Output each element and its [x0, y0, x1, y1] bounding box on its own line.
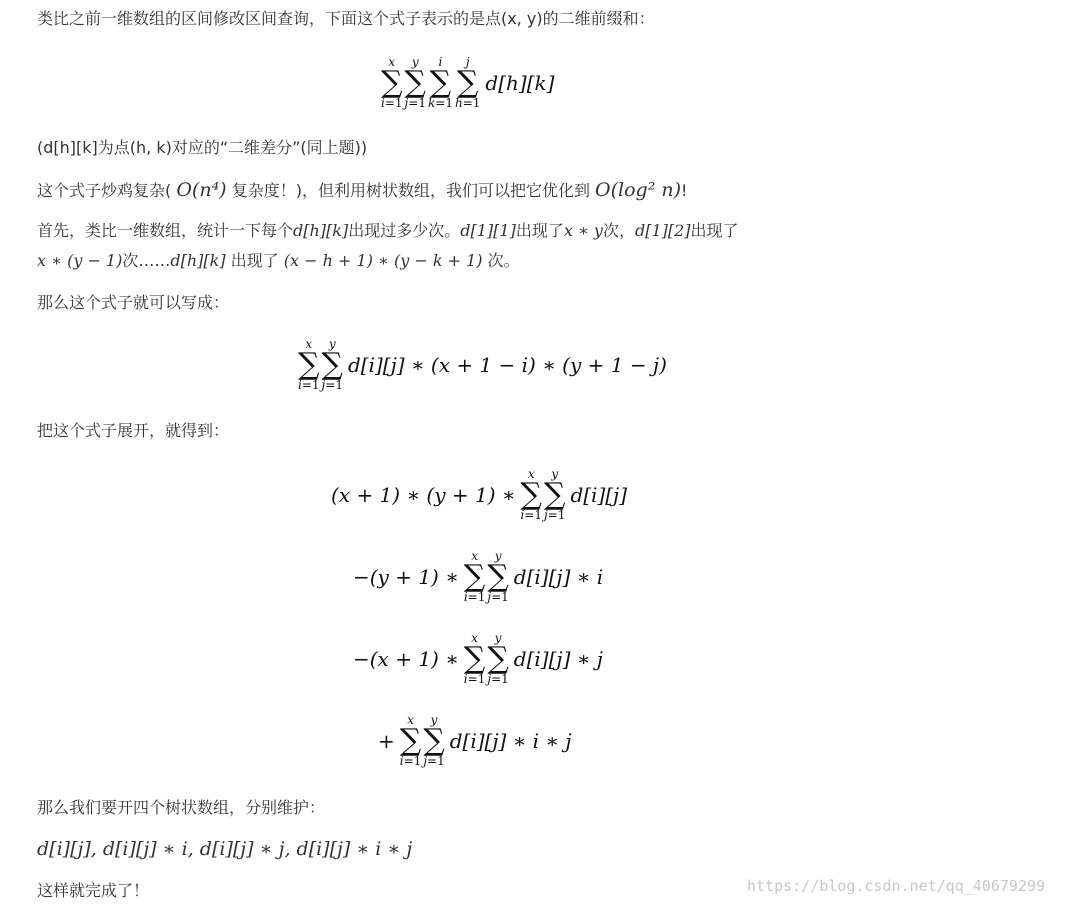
first-text-e: 出现了: [690, 221, 739, 240]
summation-lower-limit: i=1: [298, 378, 320, 392]
sigma-glyph: ∑: [463, 559, 486, 594]
summation-upper-limit: x: [527, 467, 535, 481]
summation-symbol: [520, 468, 542, 522]
four-trees-text: 那么我们要开四个树状数组，分别维护：: [37, 798, 326, 817]
sigma-glyph: ∑: [487, 559, 509, 594]
summation-symbol: [455, 56, 480, 110]
summation-symbol: [428, 56, 453, 110]
summation-upper-limit: y: [430, 713, 438, 727]
formula-expanded-term-3: [353, 632, 603, 686]
summand: d[i][j] ∗ i ∗ j: [449, 729, 572, 753]
summation-upper-limit: x: [471, 549, 478, 563]
formula-prefix: +: [378, 729, 395, 753]
first-text-b: 出现过多少次。: [348, 221, 461, 240]
summation-symbol: [487, 550, 508, 604]
summation-lower-limit: j=1: [487, 590, 509, 604]
summation-lower-limit: h=1: [454, 96, 481, 110]
sigma-glyph: ∑: [544, 477, 566, 512]
second-text-b: 出现了: [230, 251, 279, 270]
formula-prefix: (x + 1) ∗ (y + 1) ∗: [331, 483, 516, 507]
math-o-log2n: O(log² n): [595, 179, 682, 201]
expand-text: 把这个式子展开，就得到：: [37, 421, 230, 440]
summation-symbol: [298, 338, 320, 392]
summation-lower-limit: i=1: [520, 508, 542, 522]
formula-expanded-term-1: [331, 468, 627, 522]
summation-upper-limit: y: [494, 549, 502, 563]
math-x-y-minus-1: x ∗ (y − 1): [37, 251, 123, 270]
second-text-a: 次……: [122, 251, 171, 270]
summation-lower-limit: j=1: [321, 378, 343, 392]
summation-upper-limit: x: [305, 337, 313, 351]
summation-symbol: [405, 56, 426, 110]
math-xy: x ∗ y: [563, 221, 603, 240]
summation-lower-limit: j=1: [404, 96, 426, 110]
formula-rewritten: [297, 338, 667, 392]
summand: d[i][j] ∗ j: [513, 647, 603, 671]
first-paragraph-line1: [37, 220, 739, 242]
complexity-text-a: 这个式子炒鸡复杂(: [37, 181, 172, 200]
sigma-glyph: ∑: [321, 347, 343, 382]
summation-lower-limit: i=1: [381, 96, 403, 110]
first-paragraph-line2: [37, 250, 520, 272]
summation-lower-limit: k=1: [427, 96, 453, 110]
summand: d[i][j] ∗ (x + 1 − i) ∗ (y + 1 − j): [347, 353, 667, 377]
summation-lower-limit: i=1: [463, 672, 486, 686]
summation-lower-limit: j=1: [487, 672, 509, 686]
summand: d[i][j]: [570, 483, 628, 507]
math-o-n4: O(n⁴): [176, 179, 227, 201]
complexity-paragraph: [37, 179, 687, 202]
summand: d[i][j] ∗ i: [513, 565, 604, 589]
summation-upper-limit: j: [465, 55, 470, 69]
summation-symbol: [322, 338, 343, 392]
summation-upper-limit: y: [494, 631, 502, 645]
sigma-glyph: ∑: [520, 477, 542, 512]
summation-upper-limit: y: [328, 337, 336, 351]
summation-symbol: [423, 714, 444, 768]
formula-prefix: −(x + 1) ∗: [353, 647, 459, 671]
summand: d[h][k]: [485, 71, 555, 95]
sigma-glyph: ∑: [429, 65, 452, 100]
first-text-c: 出现了: [515, 221, 564, 240]
summation-symbol: [464, 632, 486, 686]
formula-expanded-term-2: [353, 550, 603, 604]
done-text: 这样就完成了！: [37, 881, 150, 900]
summation-upper-limit: y: [551, 467, 559, 481]
formula-2d-prefix-sum: [380, 56, 554, 110]
sigma-glyph: ∑: [423, 723, 445, 758]
summation-upper-limit: x: [388, 55, 396, 69]
summation-symbol: [381, 56, 403, 110]
summation-lower-limit: i=1: [463, 590, 486, 604]
formula-expanded-term-4: [378, 714, 572, 768]
note-text: (d[h][k]为点(h, k)对应的“二维差分”(同上题)): [37, 138, 368, 157]
rewrite-text: 那么这个式子就可以写成：: [37, 293, 230, 312]
math-dhk: d[h][k]: [293, 221, 349, 240]
summation-lower-limit: i=1: [399, 754, 422, 768]
intro-text: 类比之前一维数组的区间修改区间查询，下面这个式子表示的是点(x, y)的二维前缀和：: [37, 9, 655, 28]
summation-lower-limit: j=1: [423, 754, 445, 768]
formula-prefix: −(y + 1) ∗: [353, 565, 459, 589]
complexity-text-b: 复杂度！)，但利用树状数组，我们可以把它优化到: [231, 181, 590, 200]
sigma-glyph: ∑: [404, 65, 426, 100]
summation-symbol: [544, 468, 565, 522]
summation-upper-limit: i: [438, 55, 443, 69]
math-count: (x − h + 1) ∗ (y − k + 1): [283, 251, 483, 270]
first-text-a: 首先，类比一维数组，统计一下每个: [37, 221, 294, 240]
summation-symbol: [400, 714, 422, 768]
sigma-glyph: ∑: [463, 641, 486, 676]
sigma-glyph: ∑: [298, 347, 320, 382]
sigma-glyph: ∑: [487, 641, 509, 676]
math-dhk-2: d[h][k]: [170, 251, 226, 270]
maintained-values: d[i][j], d[i][j] ∗ i, d[i][j] ∗ j, d[i][j] ∗ i ∗ j: [37, 838, 413, 860]
summation-symbol: [464, 550, 486, 604]
sigma-glyph: ∑: [381, 65, 403, 100]
math-d12: d[1][2]: [634, 221, 691, 240]
sigma-glyph: ∑: [456, 65, 479, 100]
math-d11: d[1][1]: [460, 221, 516, 240]
complexity-text-c: !: [681, 181, 688, 200]
sigma-glyph: ∑: [399, 723, 422, 758]
summation-upper-limit: x: [471, 631, 478, 645]
summation-upper-limit: y: [411, 55, 419, 69]
first-text-d: 次，: [602, 221, 635, 240]
watermark: https://blog.csdn.net/qq_40679299: [747, 877, 1046, 895]
summation-upper-limit: x: [407, 713, 414, 727]
summation-lower-limit: j=1: [544, 508, 566, 522]
summation-symbol: [487, 632, 508, 686]
second-text-c: 次。: [487, 251, 520, 270]
